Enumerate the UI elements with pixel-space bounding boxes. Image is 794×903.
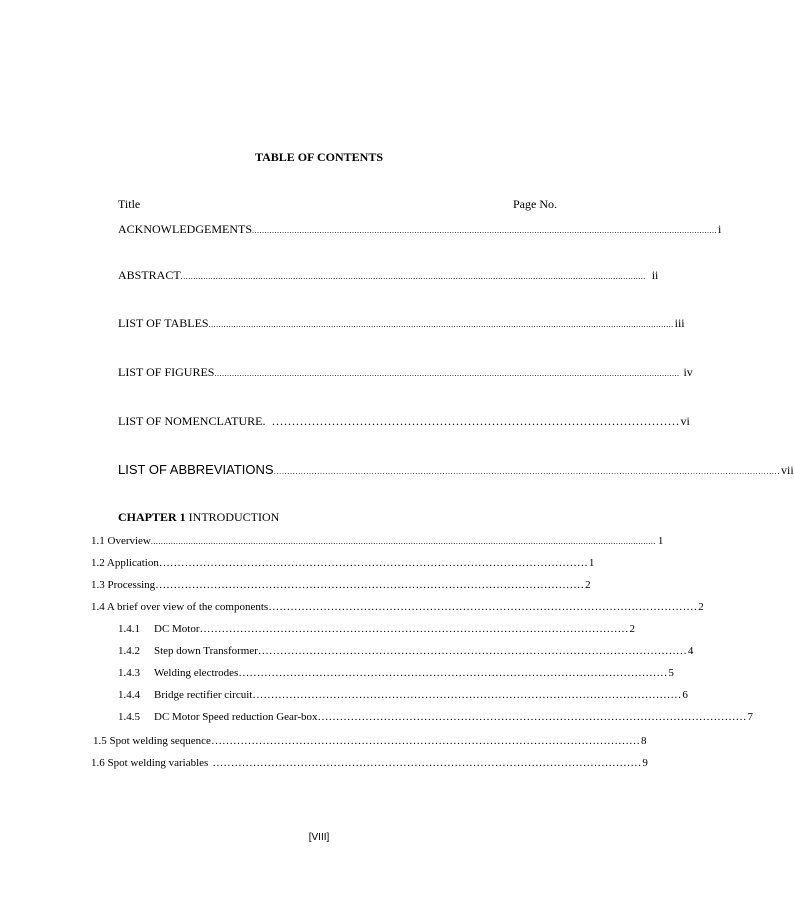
- toc-entry-label: LIST OF FIGURES: [118, 365, 215, 379]
- leader-dots: ………………………………………………………………………………………………………: [317, 711, 747, 723]
- toc-entry-acknowledgements[interactable]: [118, 222, 722, 237]
- toc-entry-label: 1.4 A brief over view of the components: [91, 601, 269, 613]
- toc-entry-label: 1.5 Spot welding sequence: [93, 735, 211, 747]
- toc-section-1-2[interactable]: [91, 557, 595, 569]
- leader-dots: ..........................................................................................................................................................................................: [208, 320, 674, 329]
- subsection-number: 1.4.5: [118, 711, 140, 723]
- toc-entry-label: 1.3 Processing: [91, 579, 156, 591]
- toc-entry-page: 7: [747, 711, 754, 723]
- leader-dots: ………………………………………………………………………………………………………: [155, 579, 585, 591]
- title-column-header: Title: [118, 197, 141, 211]
- toc-entry-page: 1: [657, 535, 664, 547]
- toc-entry-list-of-tables[interactable]: [118, 316, 685, 331]
- leader-dots: ………………………………………………………………………………………………………: [257, 645, 687, 657]
- toc-entry-page: 2: [585, 579, 591, 591]
- toc-entry-label: LIST OF NOMENCLATURE.: [118, 414, 266, 428]
- chapter-heading[interactable]: [118, 510, 279, 525]
- toc-entry-list-of-nomenclature[interactable]: [118, 414, 690, 429]
- toc-entry-label: ABSTRACT: [118, 268, 181, 282]
- leader-dots: ………………………………………………………………………………………………………: [199, 623, 629, 635]
- leader-dots: ………………………………………………………………………………………………………: [252, 689, 682, 701]
- leader-dots: ………………………………………………………………………………………………………: [212, 757, 642, 769]
- toc-entry-label: Step down Transformer: [154, 645, 258, 657]
- chapter-title: INTRODUCTION: [188, 510, 280, 524]
- toc-subsection-1-4-4[interactable]: [118, 689, 688, 701]
- toc-entry-list-of-figures[interactable]: [118, 365, 693, 380]
- toc-entry-page: 5: [668, 667, 674, 679]
- toc-entry-label: 1.6 Spot welding variables: [91, 757, 209, 769]
- toc-entry-label: 1.2 Application: [91, 557, 159, 569]
- leader-dots: ………………………………………………………………………………………………………: [158, 557, 588, 569]
- leader-dots: ………………………………………………………………………………………………………: [210, 735, 640, 747]
- toc-entry-page: 4: [687, 645, 694, 657]
- toc-entry-page: 8: [640, 735, 647, 747]
- leader-dots: ..........................................................................................................................................................................................: [214, 369, 680, 378]
- toc-heading: TABLE OF CONTENTS: [254, 150, 384, 164]
- leader-dots: ………………………………………………………………………………………………………: [238, 667, 668, 679]
- toc-section-1-3[interactable]: [91, 579, 591, 591]
- chapter-number: CHAPTER 1: [118, 510, 186, 524]
- toc-subsection-1-4-5[interactable]: [118, 711, 754, 723]
- toc-entry-label: DC Motor Speed reduction Gear-box: [154, 711, 318, 723]
- toc-entry-page: ii: [651, 268, 659, 282]
- subsection-number: 1.4.3: [118, 667, 140, 679]
- toc-section-1-5[interactable]: [93, 735, 647, 747]
- leader-dots: ………………………………………………………………………………………………………: [268, 601, 698, 613]
- toc-entry-label: Bridge rectifier circuit: [154, 689, 253, 701]
- leader-dots: …………………………………………………………………………………………: [271, 414, 680, 428]
- leader-dots: ..........................................................................................................................................................................................: [180, 272, 646, 281]
- leader-dots: ..........................................................................................................................................................................................: [252, 226, 717, 235]
- subsection-number: 1.4.2: [118, 645, 140, 657]
- leader-dots: ..........................................................................................................................................................................................: [273, 467, 780, 476]
- toc-entry-page: iv: [683, 365, 693, 379]
- toc-entry-page: 1: [588, 557, 595, 569]
- toc-entry-page: 6: [682, 689, 688, 701]
- toc-entry-page: vi: [680, 414, 690, 428]
- toc-entry-label: LIST OF TABLES: [118, 316, 209, 330]
- toc-entry-page: i: [718, 222, 722, 236]
- toc-entry-page: iii: [674, 316, 685, 330]
- toc-entry-label: DC Motor: [154, 623, 200, 635]
- toc-entry-abstract[interactable]: [118, 268, 659, 283]
- page-column-header: Page No.: [513, 197, 557, 211]
- leader-dots: ..........................................................................................................................................................................................................: [150, 537, 656, 546]
- toc-subsection-1-4-3[interactable]: [118, 667, 674, 679]
- subsection-number: 1.4.1: [118, 623, 140, 635]
- toc-subsection-1-4-1[interactable]: [118, 623, 636, 635]
- toc-entry-page: vii: [780, 463, 794, 477]
- toc-entry-page: 9: [642, 757, 648, 769]
- toc-entry-label: Welding electrodes: [154, 667, 239, 679]
- toc-entry-page: 2: [698, 601, 704, 613]
- toc-entry-label: ACKNOWLEDGEMENTS: [118, 222, 252, 236]
- toc-section-1-6[interactable]: [91, 757, 648, 769]
- toc-entry-label: LIST OF ABBREVIATIONS: [118, 462, 274, 477]
- subsection-number: 1.4.4: [118, 689, 140, 701]
- toc-section-1-1[interactable]: [91, 535, 664, 547]
- page-number-footer: [VIII]: [308, 832, 330, 843]
- toc-entry-list-of-abbreviations[interactable]: [118, 462, 794, 478]
- toc-entry-label: 1.1 Overview: [91, 535, 151, 547]
- toc-subsection-1-4-2[interactable]: [118, 645, 694, 657]
- toc-entry-page: 2: [629, 623, 636, 635]
- toc-section-1-4[interactable]: [91, 601, 704, 613]
